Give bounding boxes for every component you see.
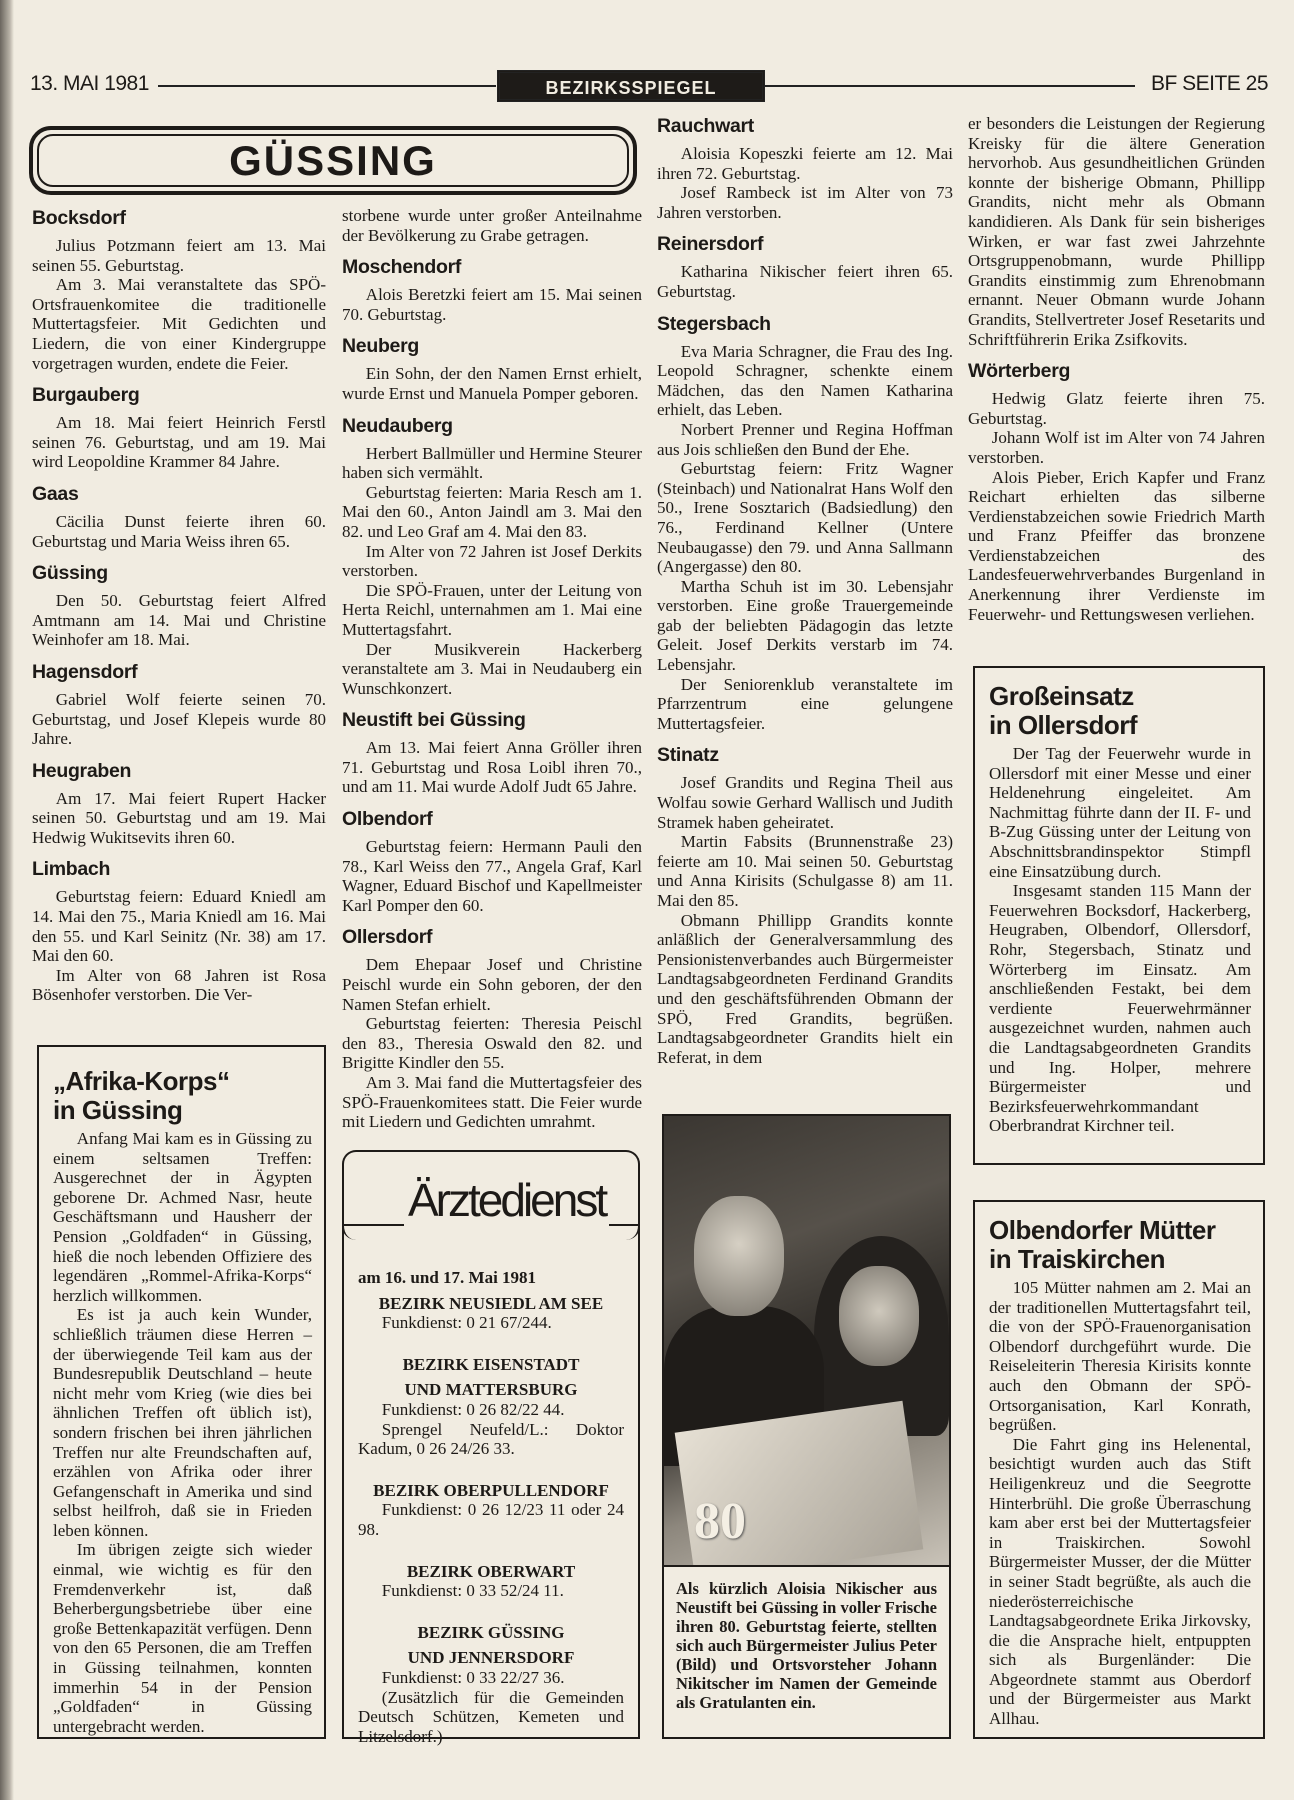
news-paragraph: Martin Fabsits (Brunnenstraße 23) feierte am 10. Mai seinen 50. Geburtstag und Anna Kirisits (Schulgasse 8) am 11. Mai den 85. (657, 832, 953, 910)
article-paragraph: Die Fahrt ging ins Helenental, besichtigt wurden auch das Stift Heiligenkreuz und die Seegrotte Hinterbrühl. Die große Überraschung kam aber erst bei der Muttertagsfeier in Traiskirchen. Sowohl Bürgermeister Musser, der die Mütter in seiner Stadt begrüßte, als auch die niederösterreichische Landtagsabgeordnete Erika Jirkovsky, die die Ansprache hielt, entpuppten sich als Burgenländer: Die Abgeordnete stammt aus Oberdorf und der Bürgermeister aus Markt Allhau. (989, 1434, 1251, 1729)
news-paragraph: Josef Grandits und Regina Theil aus Wolfau sowie Gerhard Wallisch und Judith Stramek haben geheiratet. (657, 773, 953, 832)
district-phone: Sprengel Neufeld/L.: Doktor Kadum, 0 26 24/26 33. (358, 1419, 624, 1459)
news-paragraph: Julius Potzmann feiert am 13. Mai seinen 55. Geburtstag. (32, 236, 326, 275)
header-rule-left (158, 85, 496, 87)
news-paragraph: Dem Ehepaar Josef und Christine Peischl wurde ein Sohn geboren, der den Namen Stefan erhielt. (342, 955, 642, 1014)
district-phone: Funkdienst: 0 21 67/244. (381, 1313, 552, 1333)
district-name: BEZIRK GÜSSING (417, 1622, 565, 1642)
article-afrika-korps (37, 1045, 326, 1739)
news-paragraph: Alois Pieber, Erich Kapfer und Franz Reichart erhielten das silberne Verdienstabzeichen sowie Friedrich Marth und Franz Pfeiffer das bronzene Verdienstabzeichen des Landesfeuerwehrverbandes Burgenland in Anerkennung ihrer Verdienste im Feuerwehr- und Rettungswesen verliehen. (968, 467, 1265, 624)
article-paragraph: 105 Mütter nahmen am 2. Mai an der traditionellen Muttertagsfahrt teil, die von der SPÖ-Frauenorganisation Olbendorf durchgeführt wurde. Die Reiseleiterin Theresia Kirisits konnte auch den Obmann der SPÖ-Ortsorganisation, Karl Konrath, begrüßen. (989, 1278, 1251, 1435)
place-heading: Burgauberg (32, 384, 140, 407)
aerztedienst-body (342, 1224, 640, 1746)
column-1 (32, 206, 326, 1005)
column-2 (342, 206, 642, 1132)
page-binding-edge (0, 0, 14, 1800)
column-3 (657, 114, 953, 1067)
photo-face-man (694, 1196, 784, 1316)
place-heading: Rauchwart (657, 115, 754, 137)
district-phone: (Zusätzlich für die Gemeinden Deutsch Schützen, Kemeten und Litzelsdorf.) (358, 1687, 624, 1746)
district-name: BEZIRK NEUSIEDL AM SEE (378, 1293, 604, 1313)
article-paragraph: Anfang Mai kam es in Güssing zu einem seltsamen Treffen: Ausgerechnet der in Ägypten geborene Dr. Achmed Nasr, heute Geschäftsmann und Hausherr der Pension „Goldfaden“ in Güssing, hieß die noch lebenden Offiziere des legendären „Rommel-Afrika-Korps“ herzlich willkommen. (53, 1129, 312, 1305)
place-heading: Güssing (32, 562, 108, 585)
place-heading: Reinersdorf (657, 233, 764, 256)
column-4 (968, 114, 1265, 624)
article-headline: Großeinsatz in Ollersdorf (989, 681, 1138, 740)
news-paragraph: Gabriel Wolf feierte seinen 70. Geburtstag, und Josef Klepeis wurde 80 Jahre. (32, 689, 326, 749)
district-title: GÜSSING (229, 137, 437, 184)
news-paragraph: Geburtstag feiern: Fritz Wagner (Steinbach) und Nationalrat Hans Wolf den 50., Irene Sosztarich (Badsiedlung) den 76., Ferdinand Kellner (Untere Neubaugasse) den 79. und Anna Sallmann (Angergasse) den 80. (657, 459, 953, 577)
district-phone: Funkdienst: 0 33 52/24 11. (381, 1581, 564, 1601)
news-paragraph: Der Seniorenklub veranstaltete im Pfarrzentrum eine gelungene Muttertagsfeier. (657, 674, 953, 733)
district-name: BEZIRK EISENSTADT (402, 1354, 580, 1374)
news-paragraph: Am 17. Mai feiert Rupert Hacker seinen 50. Geburtstag und am 19. Mai Hedwig Wukitsevits ihren 60. (32, 788, 326, 847)
news-paragraph: Johann Wolf ist im Alter von 74 Jahren verstorben. (968, 428, 1265, 467)
article-headline: Olbendorfer Mütter in Traiskirchen (989, 1215, 1216, 1274)
place-heading: Limbach (32, 858, 111, 881)
news-paragraph: Im Alter von 68 Jahren ist Rosa Bösenhofer verstorben. Die Ver- (32, 965, 326, 1005)
news-paragraph: storbene wurde unter großer Anteilnahme der Bevölkerung zu Grabe getragen. (342, 206, 642, 245)
district-title-box (29, 126, 637, 195)
news-paragraph: Geburtstag feierten: Theresia Peischl den 83., Theresia Oswald den 82. und Brigitte Kindler den 55. (342, 1014, 642, 1073)
district-name: BEZIRK OBERWART (406, 1561, 576, 1581)
news-paragraph: Eva Maria Schragner, die Frau des Ing. Leopold Schragner, schenkte einem Mädchen, das den Namen Katharina erhielt, das Leben. (657, 341, 953, 420)
place-heading: Neudauberg (342, 414, 453, 437)
news-paragraph: er besonders die Leistungen der Regierung Kreisky für die ältere Generation hervorhob. Aus gesundheitlichen Gründen konnte der bisherige Obmann, Phillipp Grandits, nicht mehr als Obmann kandidieren. Als Dank für sein bisheriges Wirken, er war fast zwei Jahrzehnte Ortsgruppenobmann, wurde Phillipp Grandits einstimmig zum Ehrenobmann ernannt. Neuer Obmann wurde Johann Grandits, Stellvertreter Josef Resetarits und Schriftführerin Erika Zsifkovits. (968, 114, 1265, 349)
news-paragraph: Geburtstag feiern: Hermann Pauli den 78., Karl Weiss den 77., Angela Graf, Karl Wagner, Eduard Bischof und Kapellmeister Karl Pomper den 60. (342, 837, 642, 915)
news-paragraph: Geburtstag feiern: Eduard Kniedl am 14. Mai den 75., Maria Kniedl am 16. Mai den 55. und Karl Seinitz (Nr. 38) am 17. Mai den 60. (32, 887, 326, 966)
page-number: BF SEITE 25 (1150, 72, 1268, 95)
news-paragraph: Aloisia Kopeszki feierte am 12. Mai ihren 72. Geburtstag. (657, 144, 953, 183)
place-heading: Ollersdorf (342, 926, 433, 949)
aerztedienst-date: am 16. und 17. Mai 1981 (358, 1268, 537, 1287)
article-paragraph: Es ist ja auch kein Wunder, schließlich träumen diese Herren – der überwiegende Teil kam aus der Bundesrepublik Deutschland – heute nicht mehr vom Krieg (wie dies bei ähnlichen Treffen oft üblich ist), sondern frischen bei ihren jährlichen Treffen nur alte Freundschaften auf, erzählen von Afrika oder ihrer Gefangenschaft in Amerika und sind selbst heilfroh, daß sie in Frieden leben können. (53, 1305, 312, 1540)
article-body (989, 1278, 1251, 1729)
place-heading: Gaas (32, 482, 79, 505)
news-paragraph: Am 18. Mai feiert Heinrich Ferstl seinen 76. Geburtstag, und am 19. Mai wird Leopoldine Krammer 84 Jahre. (32, 413, 326, 472)
news-paragraph: Geburtstag feierten: Maria Resch am 1. Mai den 60., Anton Jaindl am 3. Mai den 82. und Leo Graf am 4. Mai den 83. (342, 482, 642, 541)
article-paragraph: Im übrigen zeigte sich wieder einmal, wie wichtig es für den Fremdenverkehr ist, daß Beherbergungsbetriebe über eine große Bettenkapazität verfügen. Denn von den 65 Personen, die am Treffen in Güssing teilnahmen, konnten immerhin 54 in der Pension „Goldfaden“ in Güssing untergebracht werden. (53, 1540, 312, 1736)
place-heading: Neuberg (342, 335, 419, 358)
news-paragraph: Den 50. Geburtstag feiert Alfred Amtmann am 14. Mai und Christine Weinhofer am 18. Mai. (32, 591, 326, 650)
news-paragraph: Katharina Nikischer feiert ihren 65. Geburtstag. (657, 262, 953, 301)
news-paragraph: Herbert Ballmüller und Hermine Steurer haben sich vermählt. (342, 443, 642, 483)
district-phone: Funkdienst: 0 33 22/27 36. (381, 1667, 565, 1687)
news-paragraph: Josef Rambeck ist im Alter von 73 Jahren verstorben. (657, 183, 953, 222)
news-paragraph: Die SPÖ-Frauen, unter der Leitung von Herta Reichl, unternahmen am 1. Mai eine Muttertagsfahrt. (342, 580, 642, 639)
district-name: UND JENNERSDORF (407, 1648, 575, 1668)
news-paragraph: Im Alter von 72 Jahren ist Josef Derkits verstorben. (342, 541, 642, 581)
district-phone: Funkdienst: 0 26 12/23 11 oder 24 98. (358, 1500, 624, 1539)
photo-caption: Als kürzlich Aloisia Nikischer aus Neustift bei Güssing in voller Frische ihren 80. Geburtstag feierte, stellten sich auch Bürgermeister Julius Peter (Bild) und Ortsvorsteher Johann Nikitscher im Namen der Gemeinde als Gratulanten ein. (662, 1567, 951, 1739)
place-heading: Hagensdorf (32, 660, 138, 683)
article-body (53, 1129, 312, 1736)
section-band: BEZIRKSSPIEGEL (497, 70, 765, 102)
district-name: BEZIRK OBERPULLENDORF (373, 1480, 609, 1500)
news-paragraph: Am 3. Mai fand die Muttertagsfeier des SPÖ-Frauenkomitees statt. Die Feier wurde mit Liedern und Gedichten umrahmt. (342, 1073, 642, 1132)
article-grosseinsatz (973, 666, 1265, 1165)
article-paragraph: Der Tag der Feuerwehr wurde in Ollersdorf mit einer Messe und einer Heldenehrung eingeleitet. Am Nachmittag führte dann der II. F- und B-Zug Güssing unter der Leitung von Abschnittsbrandinspektor Stimpfl eine Einsatzübung durch. (989, 744, 1251, 881)
news-paragraph: Alois Beretzki feiert am 15. Mai seinen 70. Geburtstag. (342, 285, 642, 324)
place-heading: Olbendorf (342, 808, 433, 831)
issue-date: 13. MAI 1981 (30, 72, 149, 95)
news-paragraph: Der Musikverein Hackerberg veranstaltete am 3. Mai in Neudauberg ein Wunschkonzert. (342, 639, 642, 698)
place-heading: Stegersbach (657, 312, 771, 335)
news-paragraph: Obmann Phillipp Grandits konnte anläßlich der Generalversammlung des Pensionistenverbandes auch Bürgermeister Landtagsabgeordneten Ferdinand Grandits und den geschäftsführenden Obmann der SPÖ, Fred Grandits, begrüßen. Landtagsabgeordneter Grandits hielt ein Referat, in dem (657, 910, 953, 1067)
place-heading: Bocksdorf (32, 207, 126, 229)
news-paragraph: Cäcilia Dunst feierte ihren 60. Geburtstag und Maria Weiss ihren 65. (32, 511, 326, 551)
place-heading: Heugraben (32, 759, 132, 782)
news-paragraph: Norbert Prenner und Regina Hoffman aus Jois schließen den Bund der Ehe. (657, 419, 953, 459)
news-paragraph: Am 13. Mai feiert Anna Gröller ihren 71. Geburtstag und Rosa Loibl ihren 70., und am 11. Mai wurde Adolf Judt 65 Jahre. (342, 738, 642, 797)
article-olbendorfer-muetter (973, 1200, 1265, 1739)
place-heading: Moschendorf (342, 256, 462, 279)
article-headline: „Afrika-Korps“ in Güssing (53, 1066, 230, 1125)
place-heading: Neustift bei Güssing (342, 709, 526, 732)
news-paragraph: Hedwig Glatz feierte ihren 75. Geburtstag. (968, 389, 1265, 428)
header-rule-right (765, 85, 1135, 87)
place-heading: Wörterberg (968, 360, 1071, 383)
aerztedienst-title: Ärztedienst (404, 1170, 609, 1230)
birthday-photo (662, 1114, 951, 1567)
district-name: UND MATTERSBURG (404, 1380, 578, 1400)
photo-cake-number: 80 (694, 1493, 746, 1550)
article-paragraph: Insgesamt standen 115 Mann der Feuerwehren Bocksdorf, Hackerberg, Heugraben, Olbendorf, Ollersdorf, Rohr, Stegersbach, Stinatz und Wörterberg im Einsatz. Am anschließenden Festakt, bei dem verdiente Feuerwehrmänner ausgezeichnet wurden, nahmen auch die Landtagsabgeordneten Grandits und Ing. Holper, mehrere Bürgermeister und Bezirksfeuerwehrkommandant Oberbrandrat Kirchner teil. (989, 881, 1251, 1136)
news-paragraph: Am 3. Mai veranstaltete das SPÖ-Ortsfrauenkomitee die traditionelle Muttertagsfeier. Mit Gedichten und Liedern, die von einer Kindergruppe vorgetragen wurden, endete die Feier. (32, 275, 326, 373)
news-paragraph: Martha Schuh ist im 30. Lebensjahr verstorben. Eine große Trauergemeinde gab der beliebten Pädagogin das letzte Geleit. Josef Derkits verstarb im 74. Lebensjahr. (657, 576, 953, 675)
news-paragraph: Ein Sohn, der den Namen Ernst erhielt, wurde Ernst und Manuela Pomper geboren. (342, 364, 642, 403)
place-heading: Stinatz (657, 744, 719, 767)
photo-face-woman (839, 1266, 919, 1366)
district-phone: Funkdienst: 0 26 82/22 44. (381, 1399, 565, 1419)
article-body (989, 744, 1251, 1136)
